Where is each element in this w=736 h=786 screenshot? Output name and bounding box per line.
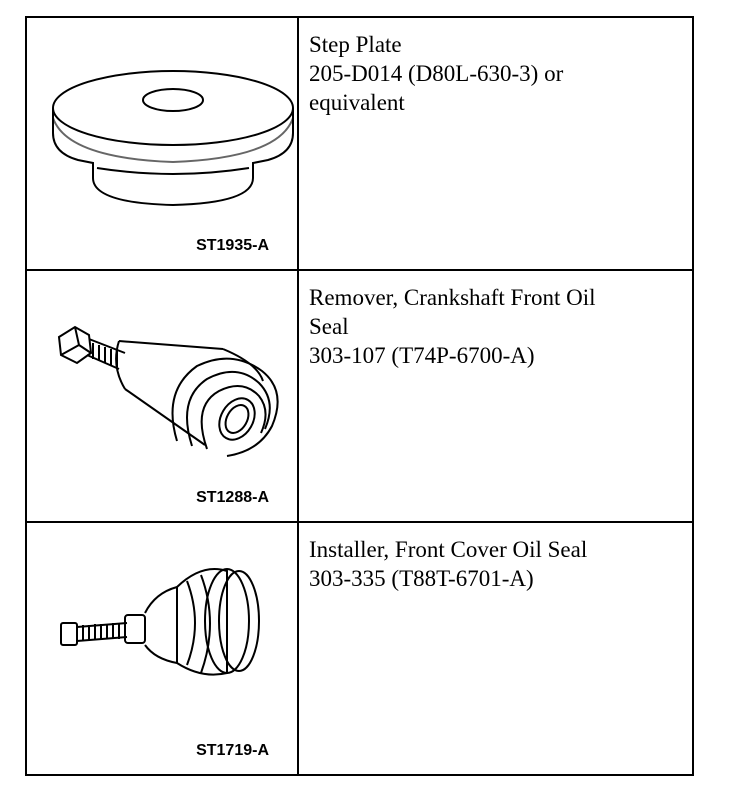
description-line: Installer, Front Cover Oil Seal — [309, 537, 588, 562]
tool-description — [299, 523, 692, 593]
description-line: Step Plate — [309, 32, 402, 57]
tool-description-cell — [298, 522, 693, 775]
seal-installer-icon — [27, 523, 297, 774]
tool-description — [299, 18, 692, 117]
tool-description-cell — [298, 270, 693, 522]
tool-illustration-cell — [26, 270, 298, 522]
description-line: Seal — [309, 314, 349, 339]
description-line: 205-D014 (D80L-630-3) or — [309, 61, 564, 86]
description-line: 303-107 (T74P-6700-A) — [309, 343, 535, 368]
illustration-code: ST1935-A — [196, 237, 269, 254]
seal-remover-icon — [27, 271, 297, 521]
tool-description — [299, 271, 692, 370]
description-line: equivalent — [309, 90, 405, 115]
illustration-code: ST1288-A — [196, 489, 269, 506]
tool-row-seal-remover — [26, 270, 693, 522]
step-plate-icon — [27, 18, 297, 269]
description-line: Remover, Crankshaft Front Oil — [309, 285, 596, 310]
illustration-code: ST1719-A — [196, 742, 269, 759]
tool-illustration-cell — [26, 522, 298, 775]
tool-row-step-plate — [26, 17, 693, 270]
tool-description-cell — [298, 17, 693, 270]
tool-illustration-cell — [26, 17, 298, 270]
tool-row-seal-installer — [26, 522, 693, 775]
special-tools-table — [25, 16, 694, 776]
description-line: 303-335 (T88T-6701-A) — [309, 566, 534, 591]
